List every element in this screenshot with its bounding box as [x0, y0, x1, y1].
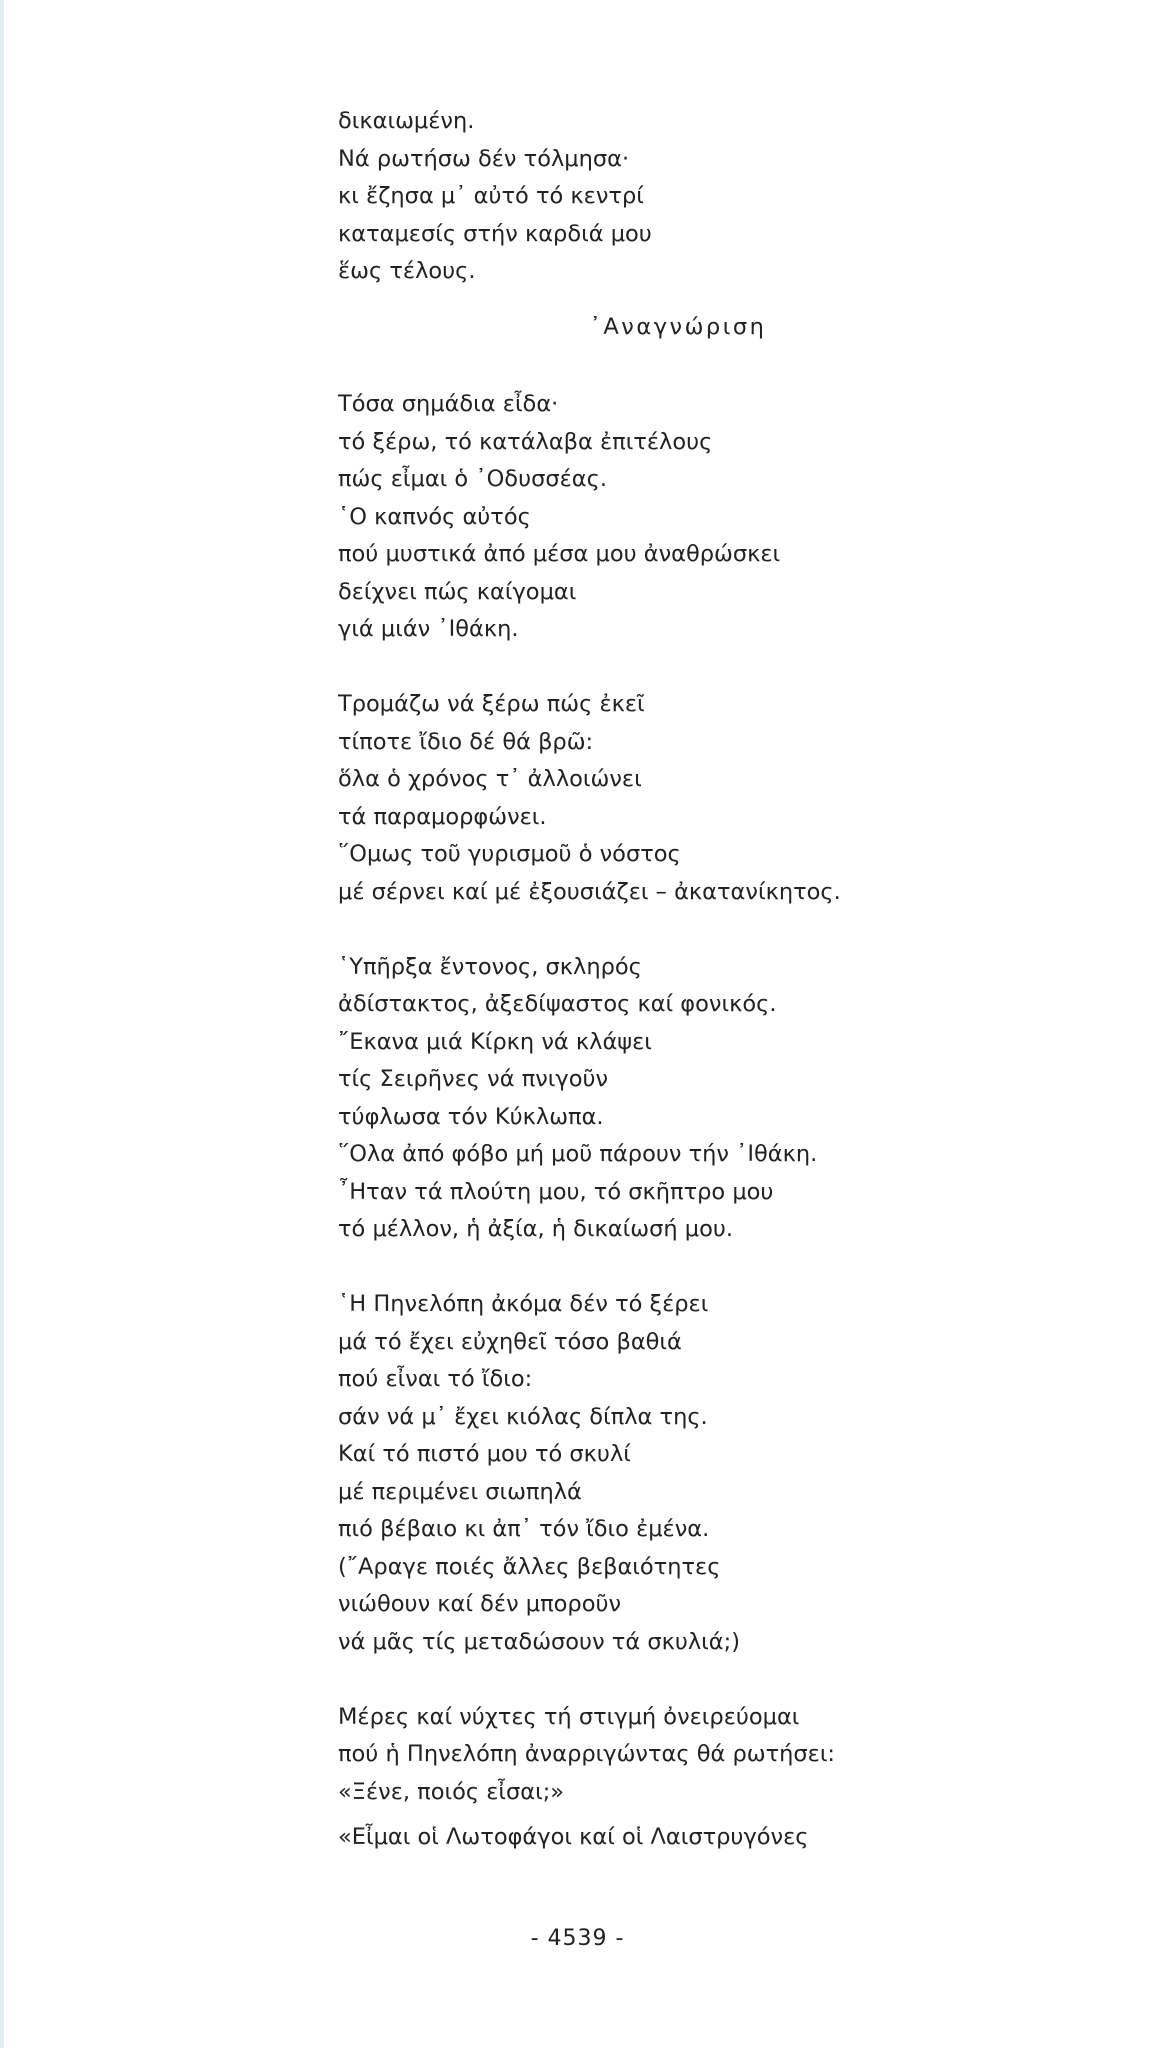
poem-line: πού μυστικά ἀπό μέσα μου ἀναθρώσκει [338, 541, 781, 567]
poem-line: Τόσα σημάδια εἶδα· [338, 391, 559, 417]
poem-line: γιά μιάν ᾿Ιθάκη. [338, 616, 519, 642]
poem-line: τύφλωσα τόν Κύκλωπα. [338, 1103, 604, 1130]
stanza-gap [338, 1661, 1118, 1699]
poem-line: ῞Ολα ἀπό φόβο μή μοῦ πάρουν τήν ᾿Ιθάκη. [338, 1141, 818, 1167]
poem-line: τίποτε ἴδιο δέ θά βρῶ: [338, 728, 594, 755]
stanza-gap [338, 649, 1118, 687]
poem-line: μά τό ἔχει εὐχηθεῖ τόσο βαθιά [338, 1328, 682, 1355]
poem-line: μέ περιμένει σιωπηλά [338, 1478, 582, 1505]
poem-line: (῎Αραγε ποιές ἄλλες βεβαιότητες [338, 1553, 721, 1580]
poem-line: μέ σέρνει καί μέ ἐξουσιάζει – ἀκατανίκητος. [338, 878, 841, 905]
stanza-gap [338, 1249, 1118, 1287]
stanza-gap [338, 1811, 1118, 1819]
poem-line: ἀδίστακτος, ἀξεδίψαστος καί φονικός. [338, 991, 777, 1017]
poem-line: νιώθουν καί δέν μποροῦν [338, 1591, 622, 1617]
stanza-2 [338, 686, 1118, 911]
poem-text-column [338, 103, 1118, 1857]
poem-line: Καί τό πιστό μου τό σκυλί [338, 1441, 631, 1467]
stanza-1 [338, 386, 1118, 649]
stanza-3 [338, 949, 1118, 1249]
poem-line: ῞Ομως τοῦ γυρισμοῦ ὁ νόστος [338, 841, 681, 867]
poem-line: πιό βέβαιο κι ἀπ᾿ τόν ἴδιο ἐμένα. [338, 1516, 710, 1542]
poem-line: ἕως τέλους. [338, 258, 476, 284]
poem-line: Τρομάζω νά ξέρω πώς ἐκεῖ [338, 691, 645, 717]
poem-line: «Ξένε, ποιός εἶσαι;» [338, 1778, 565, 1805]
poem-line: «Εἶμαι οἱ Λωτοφάγοι καί οἱ Λαιστρυγόνες [338, 1824, 809, 1850]
poem-title: ᾿Αναγνώριση [589, 313, 767, 340]
stanza-6 [338, 1819, 1118, 1857]
stanza-4 [338, 1286, 1118, 1661]
poem-line: ῾Η Πηνελόπη ἀκόμα δέν τό ξέρει [338, 1291, 709, 1317]
previous-poem-ending [338, 103, 1118, 291]
poem-line: πώς εἶμαι ὁ ᾿Οδυσσέας. [338, 466, 607, 492]
poem-line: νά μᾶς τίς μεταδώσουν τά σκυλιά;) [338, 1628, 740, 1655]
poem-line: κι ἔζησα μ᾿ αὐτό τό κεντρί [338, 183, 644, 209]
stanza-gap [338, 911, 1118, 949]
poem-line: πού εἶναι τό ἴδιο: [338, 1366, 533, 1392]
poem-line: τό ξέρω, τό κατάλαβα ἐπιτέλους [338, 428, 713, 455]
page-number: - 4539 - [530, 1926, 625, 1951]
poem-line: τά παραμορφώνει. [338, 803, 547, 830]
poem-line: ῾Υπῆρξα ἔντονος, σκληρός [338, 953, 642, 980]
poem-line: σάν νά μ᾿ ἔχει κιόλας δίπλα της. [338, 1403, 708, 1430]
poem-line: καταμεσίς στήν καρδιά μου [338, 220, 652, 247]
stanza-5 [338, 1699, 1118, 1812]
page-edge [0, 0, 4, 2048]
poem-line: δείχνει πώς καίγομαι [338, 578, 577, 605]
poem-line: ῾Ο καπνός αὐτός [338, 503, 531, 530]
poem-line: τίς Σειρῆνες νά πνιγοῦν [338, 1066, 609, 1092]
poem-line: ῎Εκανα μιά Κίρκη νά κλάψει [338, 1028, 652, 1055]
poem-line: ῏Ηταν τά πλούτη μου, τό σκῆπτρο μου [338, 1178, 774, 1205]
poem-line: Μέρες καί νύχτες τή στιγμή ὀνειρεύομαι [338, 1703, 800, 1730]
poem-line: ὅλα ὁ χρόνος τ᾿ ἀλλοιώνει [338, 766, 642, 792]
poem-line: τό μέλλον, ἡ ἀξία, ἡ δικαίωσή μου. [338, 1216, 734, 1242]
poem-line: δικαιωμένη. [338, 108, 475, 134]
poem-line: Νά ρωτήσω δέν τόλμησα· [338, 145, 630, 172]
poem-line: πού ἡ Πηνελόπη ἀναρριγώντας θά ρωτήσει: [338, 1741, 836, 1767]
